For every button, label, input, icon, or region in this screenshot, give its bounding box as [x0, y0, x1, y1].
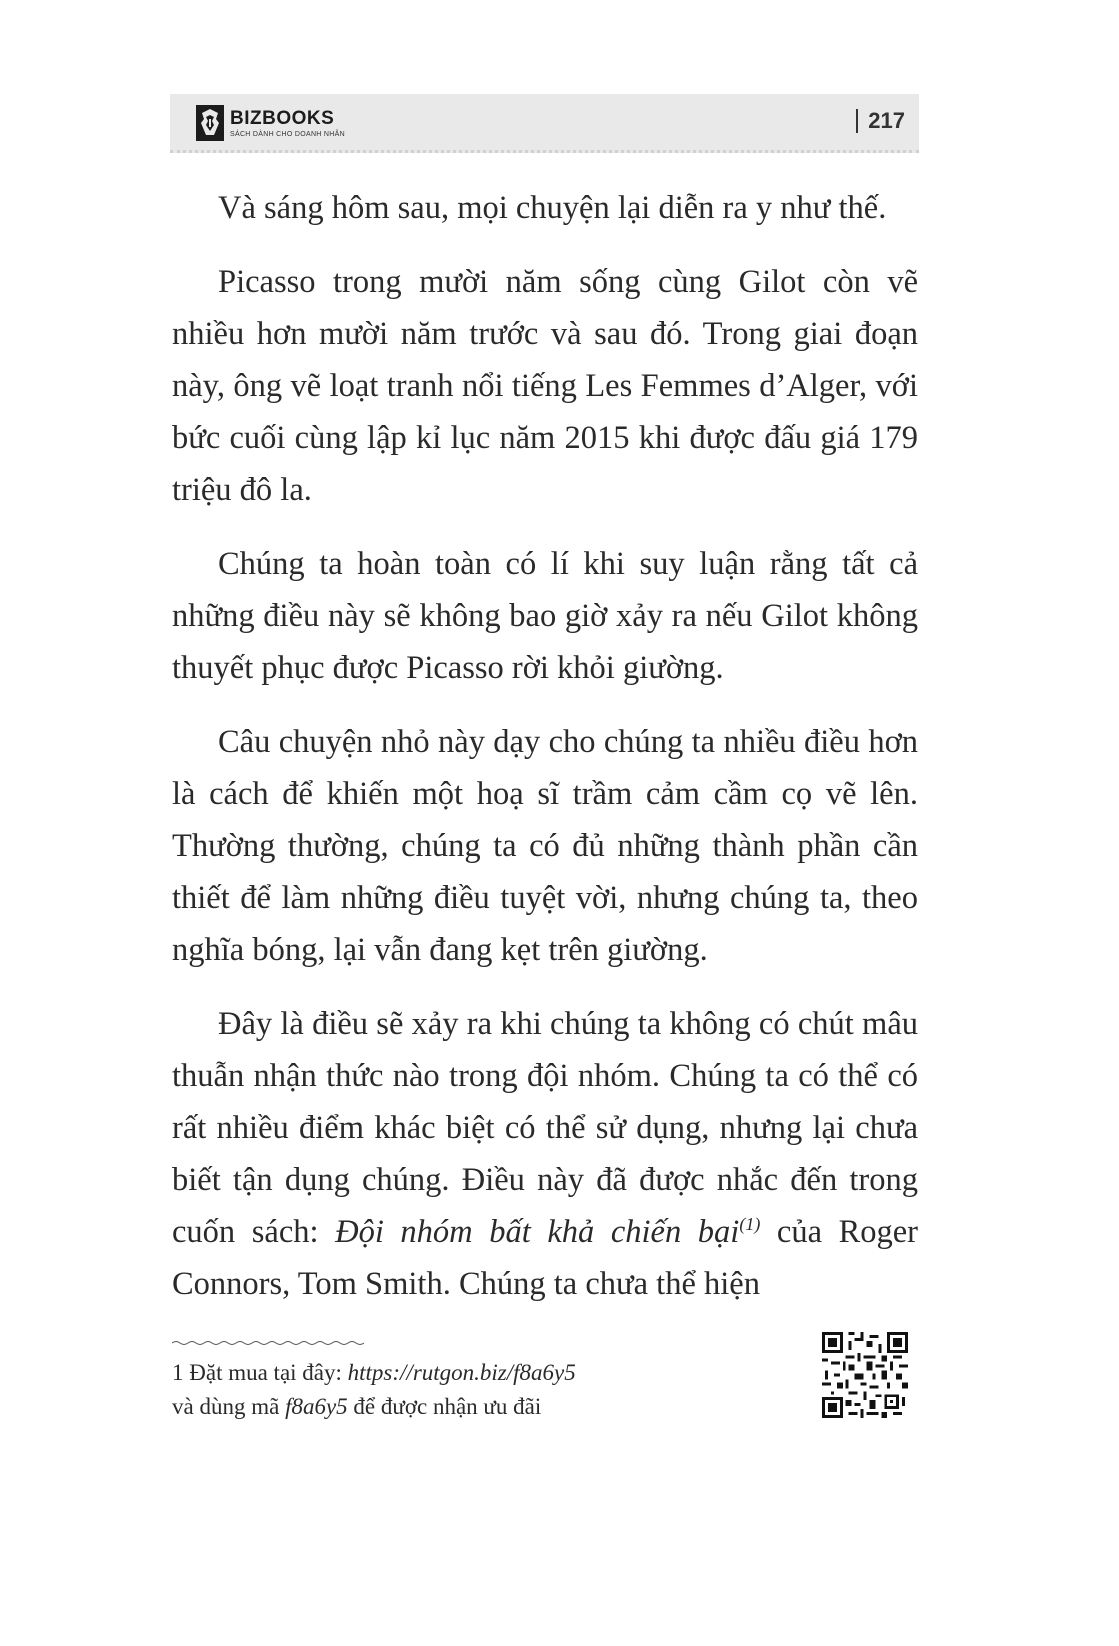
qr-code-icon[interactable] [822, 1332, 908, 1418]
footnote-line-2-suffix: để được nhận ưu đãi [347, 1394, 542, 1419]
paragraph-5-text-before: Đây là điều sẽ xảy ra khi chúng ta không có chút mâu thuẫn nhận thức nào trong đội nhóm. Chúng ta có thể có rất nhiều điểm khác biệt có thể sử dụng, nhưng lại chưa biết tận dụng chúng. Điều này đã được nhắc đến trong cuốn sách: [172, 1006, 918, 1250]
paragraph-5 [172, 998, 918, 1310]
paragraph-2: Picasso trong mười năm sống cùng Gilot còn vẽ nhiều hơn mười năm trước và sau đó. Trong giai đoạn này, ông vẽ loạt tranh nổi tiếng Les Femmes d’Alger, với bức cuối cùng lập kỉ lục năm 2015 khi được đấu giá 179 triệu đô la. [172, 264, 918, 508]
paragraph-1: Và sáng hôm sau, mọi chuyện lại diễn ra y như thế. [218, 190, 887, 226]
footnote-reference[interactable]: (1) [739, 1214, 761, 1234]
paragraph-5-text-after: của Roger Connors, Tom Smith. Chúng ta chưa thể hiện [172, 1214, 919, 1302]
page-number [856, 108, 905, 134]
brand [196, 104, 345, 142]
page-number-value: 217 [868, 108, 905, 133]
body-text [172, 182, 918, 1332]
paragraph-4: Câu chuyện nhỏ này dạy cho chúng ta nhiều điều hơn là cách để khiến một hoạ sĩ trầm cảm cầm cọ vẽ lên. Thường thường, chúng ta có đủ những thành phần cần thiết để làm những điều tuyệt vời, nhưng chúng ta, theo nghĩa bóng, lại vẫn đang kẹt trên giường. [172, 724, 918, 968]
page-number-separator [856, 109, 858, 133]
footnote-line-1 [172, 1356, 732, 1390]
brand-tagline: SÁCH DÀNH CHO DOANH NHÂN [230, 130, 345, 138]
brand-text [230, 109, 345, 138]
bizbooks-logo-icon [196, 105, 224, 141]
footnote-line-2-prefix: và dùng mã [172, 1394, 286, 1419]
footnote-line-2 [172, 1390, 732, 1424]
brand-name: BIZBOOKS [230, 107, 335, 129]
footnote-prefix: Đặt mua tại đây: [183, 1360, 348, 1385]
footnote-divider [172, 1340, 364, 1346]
page-header [170, 94, 919, 153]
footnote [172, 1356, 732, 1424]
footnote-link[interactable]: https://rutgon.biz/f8a6y5 [347, 1360, 576, 1385]
paragraph-3: Chúng ta hoàn toàn có lí khi suy luận rằng tất cả những điều này sẽ không bao giờ xảy ra nếu Gilot không thuyết phục được Picasso rời khỏi giường. [172, 546, 918, 686]
book-title: Đội nhóm bất khả chiến bại [335, 1214, 740, 1250]
discount-code: f8a6y5 [285, 1394, 348, 1419]
footnote-number: 1 [172, 1360, 184, 1385]
